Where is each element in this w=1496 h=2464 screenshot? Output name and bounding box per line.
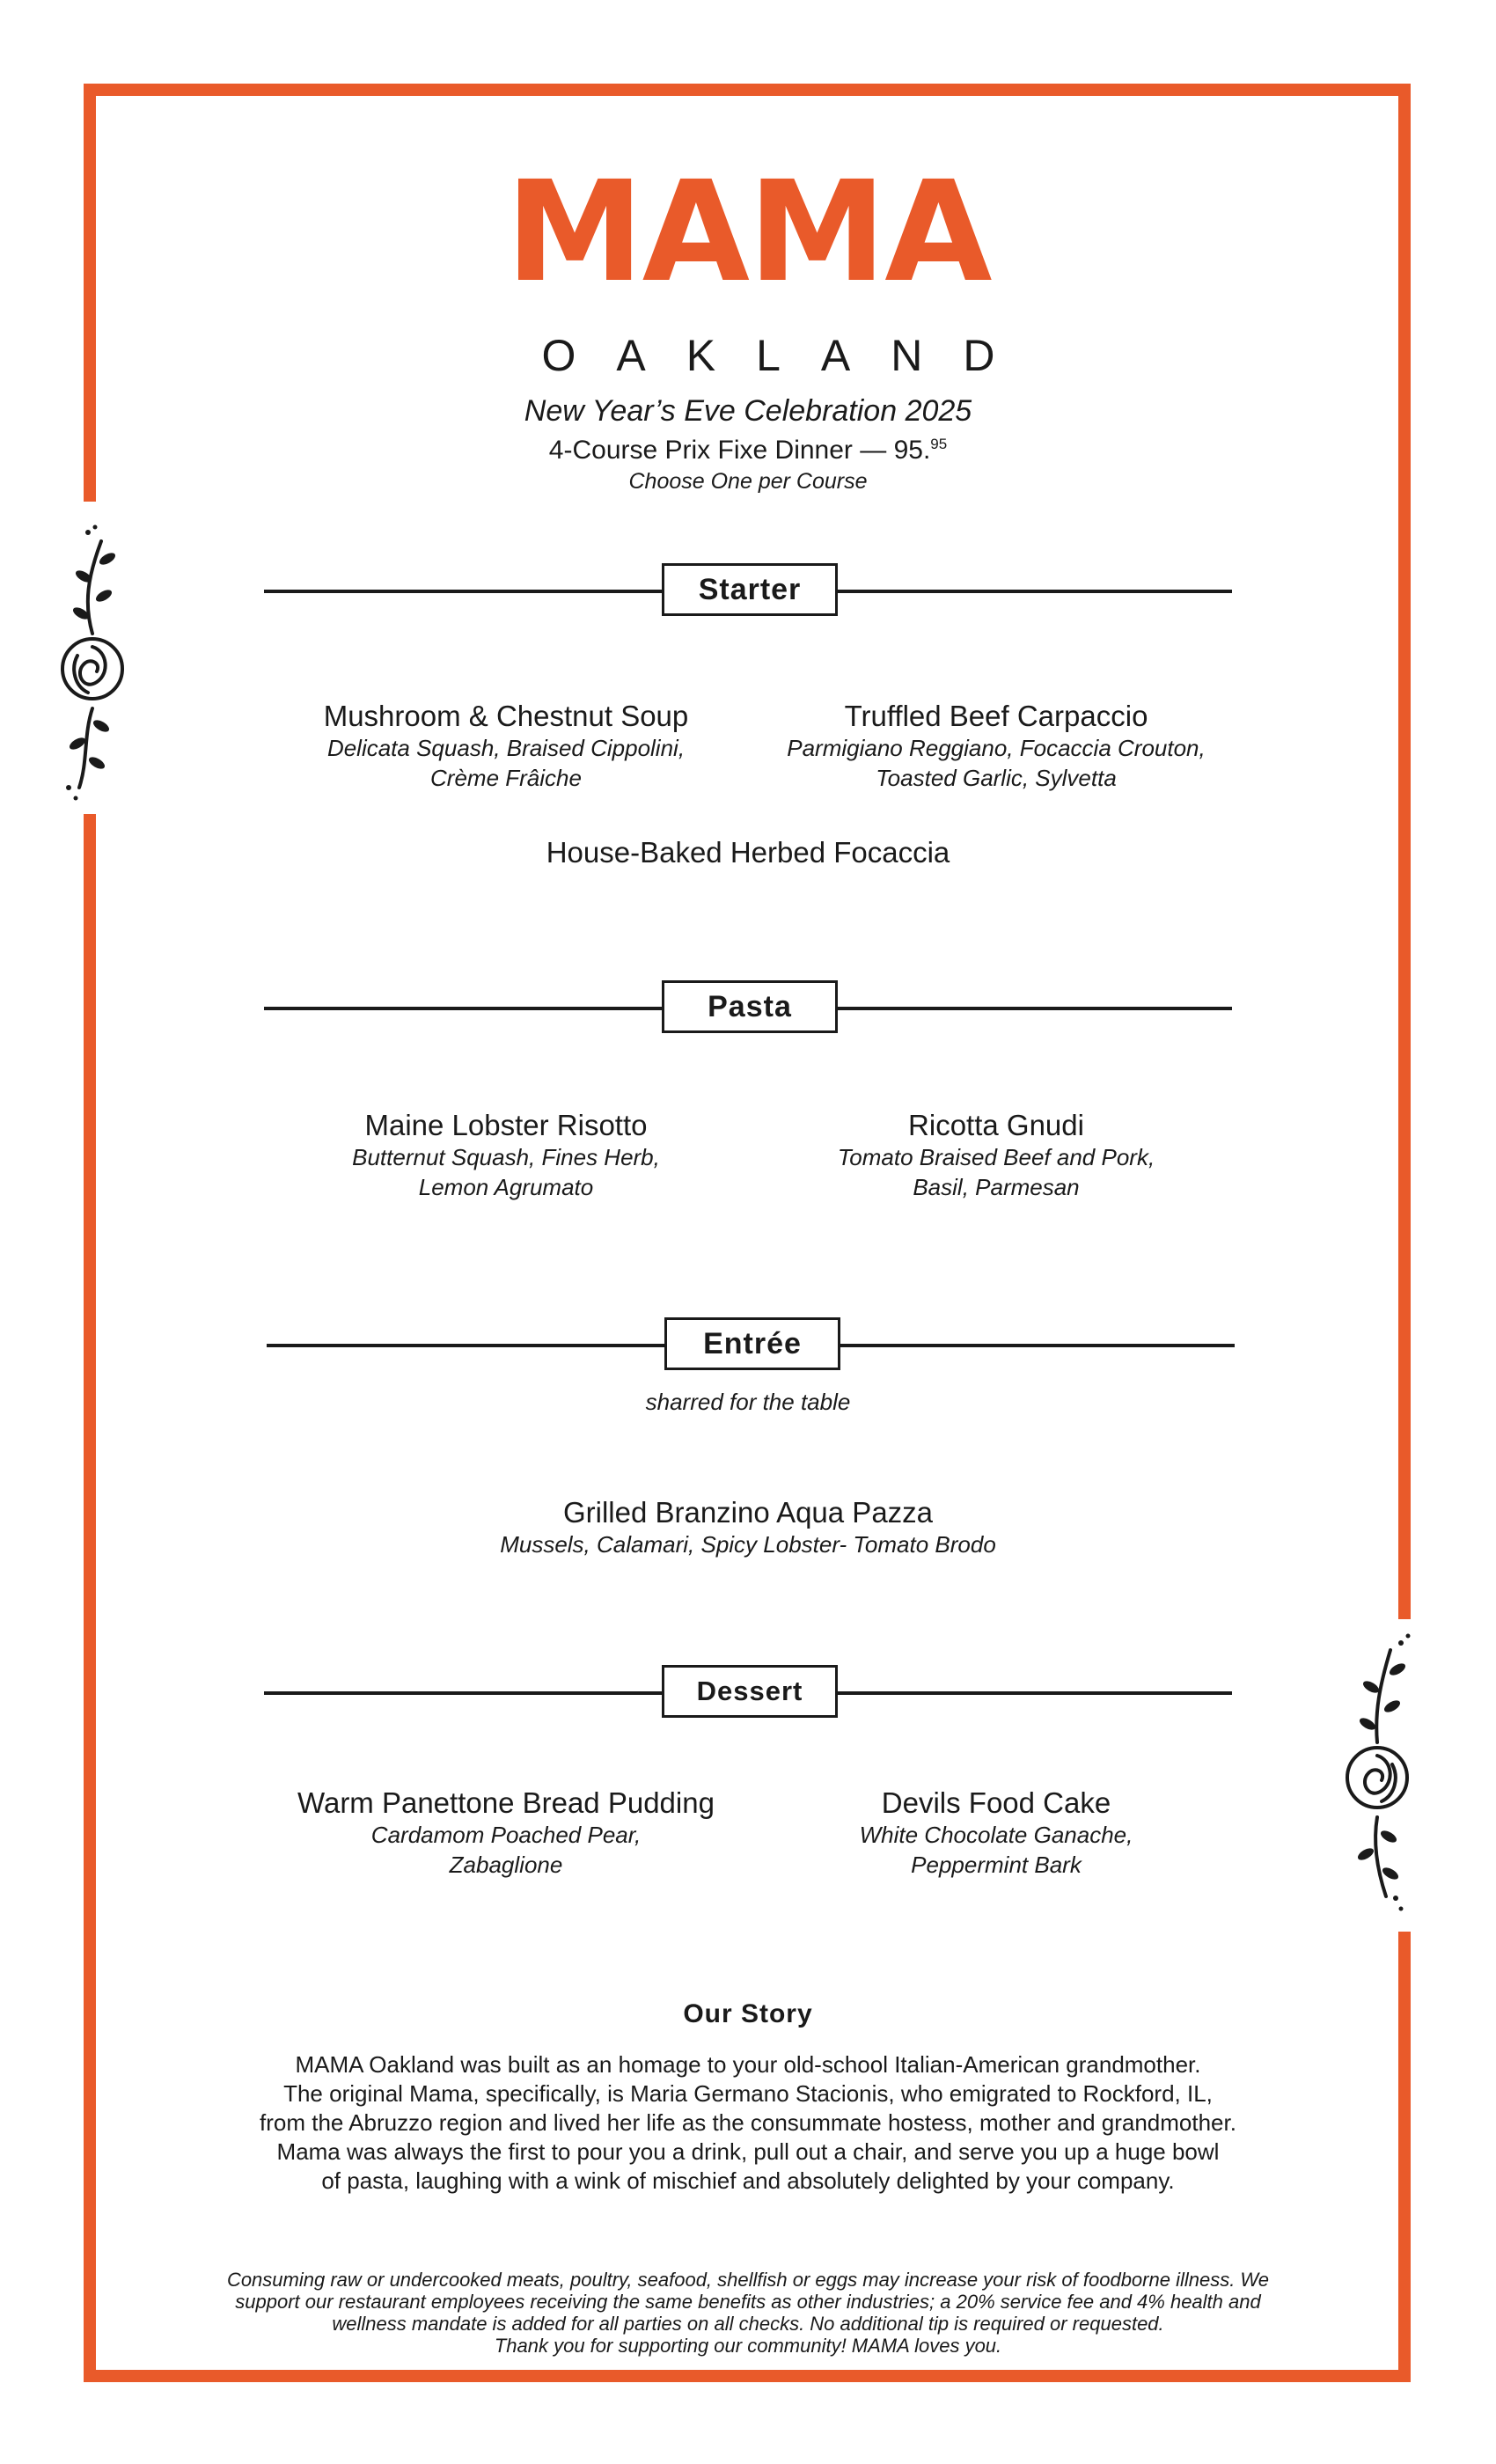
- sharing-note: sharred for the table: [645, 1389, 851, 1415]
- menu-item: [750, 1786, 1243, 1880]
- disclaimer-line: Thank you for supporting our community! MAMA loves you.: [494, 2335, 1002, 2357]
- section-title-dessert: Dessert: [662, 1665, 838, 1718]
- dish-name: Ricotta Gnudi: [908, 1109, 1084, 1141]
- prix-fixe-price: [0, 436, 1496, 466]
- section-title-entree: Entrée: [664, 1317, 840, 1370]
- dish-name: Warm Panettone Bread Pudding: [297, 1786, 715, 1819]
- restaurant-logo: MAMA: [505, 151, 991, 313]
- menu-item: [260, 1109, 752, 1202]
- location-title: OAKLAND: [541, 331, 1036, 380]
- prix-fixe-label: 4-Course Prix Fixe Dinner — 95.: [548, 436, 931, 465]
- dish-description: White Chocolate Ganache,: [859, 1822, 1133, 1848]
- section-title-starter: Starter: [662, 563, 838, 616]
- dish-description: Parmigiano Reggiano, Focaccia Crouton,: [787, 735, 1206, 761]
- food-safety-disclaimer: [176, 2269, 1320, 2357]
- story-line: MAMA Oakland was built as an homage to your old-school Italian-American grandmother.: [295, 2051, 1201, 2078]
- rose-vine-ornament-right: [1338, 1632, 1417, 1914]
- dish-description: Toasted Garlic, Sylvetta: [876, 765, 1117, 791]
- dish-description: Lemon Agrumato: [418, 1174, 594, 1200]
- story-line: Mama was always the first to pour you a drink, pull out a chair, and serve you up a huge bowl: [276, 2138, 1220, 2165]
- section-title-pasta: Pasta: [662, 980, 838, 1033]
- complimentary-item: House-Baked Herbed Focaccia: [546, 836, 950, 869]
- dish-description: Peppermint Bark: [911, 1852, 1082, 1878]
- dish-description: Basil, Parmesan: [913, 1174, 1080, 1200]
- menu-item: [414, 1496, 1082, 1559]
- dish-description: Zabaglione: [449, 1852, 563, 1878]
- disclaimer-line: Consuming raw or undercooked meats, poultry, seafood, shellfish or eggs may increase your risk of foodborne illness. We: [226, 2269, 1270, 2291]
- dish-description: Delicata Squash, Braised Cippolini,: [326, 735, 686, 761]
- dish-description: Cardamom Poached Pear,: [370, 1822, 642, 1848]
- menu-item: [750, 700, 1243, 793]
- dish-name: Maine Lobster Risotto: [364, 1109, 648, 1141]
- rose-vine-ornament-left: [53, 524, 132, 805]
- story-line: of pasta, laughing with a wink of mischief and absolutely delighted by your company.: [321, 2167, 1175, 2194]
- dish-description: Tomato Braised Beef and Pork,: [837, 1144, 1155, 1170]
- disclaimer-line: support our restaurant employees receiving the same benefits as other industries; a 20% service fee and 4% health and: [235, 2291, 1261, 2313]
- course-instruction: Choose One per Course: [628, 469, 868, 494]
- dish-name: Grilled Branzino Aqua Pazza: [562, 1496, 934, 1529]
- menu-item: [750, 1109, 1243, 1202]
- story-line: The original Mama, specifically, is Maria Germano Stacionis, who emigrated to Rockford, IL,: [283, 2080, 1213, 2107]
- dish-name: Truffled Beef Carpaccio: [844, 700, 1148, 732]
- dish-name: Devils Food Cake: [881, 1786, 1111, 1819]
- menu-item: [260, 1786, 752, 1880]
- disclaimer-line: wellness mandate is added for all parties on all checks. No additional tip is required or requested.: [332, 2313, 1164, 2335]
- story-line: from the Abruzzo region and lived her life as the consummate hostess, mother and grandmother.: [260, 2109, 1236, 2136]
- event-title: New Year’s Eve Celebration 2025: [524, 394, 972, 428]
- dish-description: Crème Frâiche: [430, 765, 582, 791]
- story-title: Our Story: [683, 1999, 813, 2028]
- menu-item: [260, 700, 752, 793]
- dish-description: Butternut Squash, Fines Herb,: [352, 1144, 660, 1170]
- dish-description: Mussels, Calamari, Spicy Lobster- Tomato Brodo: [500, 1531, 996, 1558]
- story-text: [255, 2050, 1241, 2196]
- price-cents: 95: [930, 436, 948, 452]
- dish-name: Mushroom & Chestnut Soup: [323, 700, 689, 732]
